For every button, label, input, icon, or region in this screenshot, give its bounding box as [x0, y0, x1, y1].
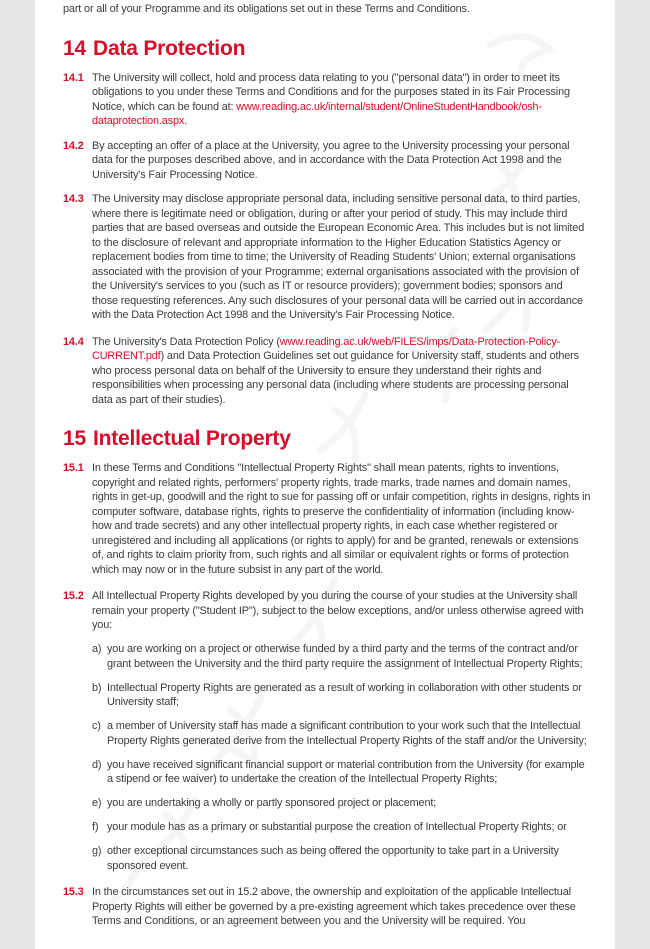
section-15-title: Intellectual Property [93, 427, 291, 450]
clause-14-4-number: 14.4 [63, 335, 84, 348]
clause-14-2-number: 14.2 [63, 139, 84, 152]
data-protection-policy-link-line1[interactable]: www.reading.ac.uk/web/FILES/imps/Data-Protection-Policy- [279, 335, 561, 348]
subitem-d-letter: d) [92, 758, 102, 771]
document-content [35, 0, 615, 929]
clause-15-1-text: In these Terms and Conditions "Intellectual Property Rights" shall mean patents, rights to inventions, copyright and related rights, performers' property rights, trade marks, trade names and domain names, rights in get-up, goodwill and the right to sue for passing off or unfair competition, rights in designs, rights in computer software, database rights, rights to preserve the confidentiality of information (including know-how and trade secrets) and any other intellectual property rights, in each case whether registered or unregistered and including all applications (or rights to apply) for and be granted, renewals or extensions of, and rights to claim priority from, such rights and all similar or equivalent rights or forms of protection which may now or in the future subsist in any part of the world. [92, 462, 591, 576]
subitem-a-letter: a) [92, 643, 102, 655]
section-15-heading [63, 427, 591, 451]
clause-14-1-number: 14.1 [63, 71, 84, 84]
clause-14-2-text: By accepting an offer of a place at the University, you agree to the University processing your personal data for the purposes described above, and in accordance with the Data Protection Act 1998 and the University's Fair Processing Notice. [92, 139, 570, 181]
clause-15-2-subitems [92, 642, 591, 873]
clause-15-3-number: 15.3 [63, 886, 84, 898]
clause-15-2-text [92, 589, 591, 873]
section-15-number: 15 [63, 427, 86, 450]
subitem-e-letter: e) [92, 797, 102, 809]
clause-14-1-text [92, 71, 591, 129]
clause-14-4 [63, 335, 591, 408]
subitem-g-letter: g) [92, 845, 102, 857]
subitem-e [92, 796, 591, 811]
clause-15-3 [63, 885, 591, 929]
clause-14-3 [63, 192, 591, 323]
data-protection-policy-link-line2[interactable]: CURRENT.pdf [92, 350, 161, 362]
clause-14-4-pre: The University's Data Protection Policy ( [92, 335, 280, 348]
clause-15-1 [63, 461, 591, 577]
clause-15-1-number: 15.1 [63, 462, 84, 474]
clause-14-4-post: ) and Data Protection Guidelines set out guidance for University staff, students and others who process personal data on behalf of the University to ensure they understand their rights and responsibilities when processing any personal data (including where students are processing personal data as part of their studies). [92, 350, 579, 406]
subitem-c [92, 719, 591, 748]
subitem-g-text: other exceptional circumstances such as being offered the opportunity to take part in a University sponsored event. [107, 845, 559, 872]
clause-15-2-intro: All Intellectual Property Rights developed by you during the course of your studies at the University shall remain your property ("Student IP"), subject to the below exceptions, and/or unless otherwise agreed with you: [92, 590, 584, 631]
subitem-f-text: your module has as a primary or substantial purpose the creation of Intellectual Property Rights; or [107, 821, 567, 833]
subitem-c-letter: c) [92, 720, 101, 732]
subitem-a-text: you are working on a project or otherwise funded by a third party and the terms of the contract and/or grant between the University and the third party require the assignment of Intellectual Property Rights; [107, 643, 583, 670]
subitem-e-text: you are undertaking a wholly or partly sponsored project or placement; [107, 797, 437, 809]
continuation-paragraph: part or all of your Programme and its obligations set out in these Terms and Conditions. [63, 3, 470, 15]
subitem-b-letter: b) [92, 681, 102, 694]
clause-14-1-body: The University will collect, hold and process data relating to you ("personal data") in order to meet its obligations to you under these Terms and Conditions and for the purposes stated in its Fair Processing Notice, which can be found at: [92, 71, 570, 113]
subitem-f [92, 820, 591, 835]
subitem-c-text: a member of University staff has made a significant contribution to your work such that the Intellectual Property Rights generated derive from the Intellectual Property Rights of the staff and/or the University; [107, 720, 587, 747]
clause-14-2 [63, 139, 591, 183]
document-page [35, 0, 615, 949]
subitem-d-text: you have received significant financial support or material contribution from the University (for example a stipend or fee waiver) to undertake the creation of the Intellectual Property Rights; [107, 758, 585, 785]
clause-15-2 [63, 589, 591, 873]
section-14-number: 14 [63, 36, 86, 60]
fair-processing-notice-link[interactable]: www.reading.ac.uk/internal/student/OnlineStudentHandbook/osh-dataprotection.aspx. [92, 100, 542, 127]
clause-15-2-number: 15.2 [63, 590, 84, 602]
subitem-b [92, 681, 591, 710]
clause-15-3-text: In the circumstances set out in 15.2 above, the ownership and exploitation of the applicable Intellectual Property Rights will either be governed by a pre-existing agreement which takes precedence over these Terms and Conditions, or an agreement between you and the University will be required. You [92, 886, 576, 927]
subitem-d [92, 758, 591, 787]
subitem-b-text: Intellectual Property Rights are generated as a result of working in collaboration with other students or University staff; [107, 681, 582, 708]
subitem-f-letter: f) [92, 821, 99, 833]
clause-14-3-text: The University may disclose appropriate personal data, including sensitive personal data, to third parties, where there is legitimate need or obligation, during or after your period of study. This may include third parties that are based overseas and outside the European Economic Area. This includes but is not limited to the disclosure of relevant and appropriate information to the Higher Education Statistics Agency or replacement bodies from time to time; the University of Reading Students' Union; external organisations associated with the provision of your Programme; external organisations associated with the provision of the University's services to you (such as IT or resource providers); government bodies; sponsors and those requesting references. Any such disclosures of your personal data will be carried out in accordance with the Data Protection Act 1998 and the University's Fair Processing Notice. [92, 193, 585, 321]
clause-14-1 [63, 71, 591, 129]
section-14-title: Data Protection [93, 36, 246, 60]
clause-14-3-number: 14.3 [63, 193, 84, 205]
subitem-a [92, 642, 591, 671]
section-14-heading [63, 37, 591, 61]
clause-14-4-text [92, 335, 591, 408]
subitem-g [92, 844, 591, 873]
